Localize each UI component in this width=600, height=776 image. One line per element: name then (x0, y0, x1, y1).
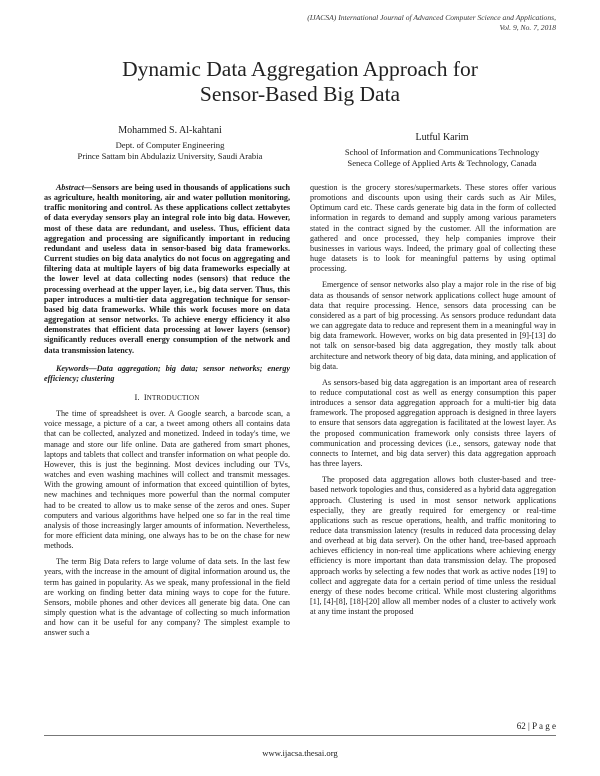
author-name: Lutful Karim (415, 132, 469, 143)
section-number: I. (134, 391, 140, 402)
left-column (44, 183, 290, 645)
author-block-2 (322, 131, 562, 168)
running-header (307, 13, 556, 33)
abstract (44, 183, 290, 356)
paper-title (0, 57, 600, 107)
body-paragraph: The term Big Data refers to large volume of data sets. In the last few years, with the increase in the amount of digital information around us, the term has gained in popularity. As we speak, many professional in the field are working on finding better data mining ways to cope for the future. Sensors, mobile phones and other devices all generate big data. One can simply question what is the advantage of collecting so much information and how can it be useful for any company? The simplest example to answer such a (44, 557, 290, 638)
keywords: Keywords—Data aggregation; big data; sensor networks; energy efficiency; clustering (44, 363, 290, 383)
abstract-label: Abstract— (56, 183, 93, 192)
author-affiliation: Seneca College of Applied Arts & Technology, Canada (347, 157, 537, 168)
author-affiliation: Prince Sattam bin Abdulaziz University, Saudi Arabia (77, 150, 263, 161)
page-number: 62 | P a g e (516, 721, 556, 731)
body-paragraph: question is the grocery stores/supermarkets. These stores offer various promotions and discounts upon using their cards such as Air Miles, Optimum card etc. These cards generate big data in the form of collected information in regards to demand and supply among various parameters stated in the contract signed by the customer. All the information are gathered and once processed, they help companies improve their businesses in various ways. Indeed, the primary goal of collecting these huge datasets is to look for meaningful patterns by using optimal processing. (310, 183, 556, 274)
title-line-1: Dynamic Data Aggregation Approach for (122, 57, 478, 81)
title-line-2: Sensor-Based Big Data (199, 82, 401, 106)
body-paragraph: Emergence of sensor networks also play a major role in the rise of big data as thousands of sensor network applications collect huge amount of data that require processing. Hence, sensors data processing can be considered as a part of big processing. As sensors produce redundant data we can aggregate data to reduce and represent them in a meaningful way in big data framework. However, works on big data presented in [9]-[13] do not talk on sensor-based big data aggregation, they mostly talk about architecture and network theory of big data, data mining, and application of big data. (310, 280, 556, 371)
body-paragraph: The proposed data aggregation allows both cluster-based and tree-based network topologies and thus, considered as a hybrid data aggregation approach. Clustering is used in most sensor network applications especially, they are greatly required for emergency or real-time applications such as rescue operations, health, and traffic monitoring to reduce data transmission latency (results in reduced data processing delay and overhead at big data server). On the other hand, tree-based approach achieves efficiency in non-real time applications where achieving energy efficiency is more important than data transmission delay. The proposed approach works by selecting a few nodes that work as active nodes [19] to collect and aggregate data for a certain period of time unless the residual energy of these nodes become critical. While most clustering algorithms [1], [4]-[8], [18]-[20] allow all member nodes of a cluster to actively work at any time instant the proposed (310, 475, 556, 617)
body-paragraph: The time of spreadsheet is over. A Google search, a barcode scan, a voice message, a picture of a car, a tweet among others all contains data that can be collected, analyzed and monetized. Indeed in today's time, we manage and store our life online. Data are gathered from smart phones, laptops and tablets that collect and transfer information on what people do. However, this is just the beginning. Most devices including our TVs, watches and even washing machines will collect and transmit messages. With the growing amount of information that exceed quintillion of bytes, new machines and techniques more powerful than the normal computer had to be created to allow us to make sense of the zeros and ones. Super computers and various algorithms have helped one so far in the real time analysis of those increasingly larger amounts of information. Nevertheless, for more efficient data mining, one always has to be on the chase for new methods. (44, 409, 290, 551)
journal-url[interactable]: www.ijacsa.thesai.org (262, 748, 338, 758)
footer-divider (44, 735, 556, 736)
section-title-rest: NTRODUCTION (146, 393, 200, 402)
author-affiliation: Dept. of Computer Engineering (115, 140, 225, 150)
body-paragraph: As sensors-based big data aggregation is an important area of research to reduce computational cost as well as energy consumption this paper introduces a sensor data aggregation approach for a multi-tier big data framework. The proposed aggregation approach is designed in three layers to ensure that sensors data aggregation is facilitated at the lowest layer. As the proposed communication framework only consists three layers of communication and processing devices (i.e., sensors, gateway node that connects to Internet, and big data server) this data aggregation approach has three layers. (310, 377, 556, 469)
abstract-text: Sensors are being used in thousands of applications such as agriculture, health monitoring, air and water pollution monitoring, traffic monitoring and control. As these applications collect zettabytes of data everyday sensors play an integral role into big data. However, most of these data are redundant, and useless. Thus, efficient data aggregation and processing are significantly important in reducing redundant and useless data in sensor-based big data frameworks. Current studies on big data analytics do not focus on aggregating and filtering data at multiple layers of big data frameworks especially at the lower level at data collecting nodes (sensors) that reduce the processing overhead at the upper layer, i.e., big data server. Thus, this paper introduces a multi-tier data aggregation technique for sensor-based big data frameworks. While this work focuses more on data aggregation at sensor networks. To achieve energy efficiency it also demonstrates that efficient data processing at lower layers (sensor) significantly reduces overall energy consumption of the network and data transmission latency. (44, 183, 290, 355)
author-affiliation: School of Information and Communications Technology (344, 147, 540, 157)
section-heading (44, 392, 290, 403)
section-title-initial: I (143, 391, 147, 402)
author-name: Mohammed S. Al-kahtani (118, 125, 222, 136)
journal-volume: Vol. 9, No. 7, 2018 (499, 23, 556, 32)
right-column (310, 183, 556, 623)
author-block-1 (60, 124, 280, 161)
journal-name: (IJACSA) International Journal of Advanced Computer Science and Applications, (307, 13, 556, 22)
